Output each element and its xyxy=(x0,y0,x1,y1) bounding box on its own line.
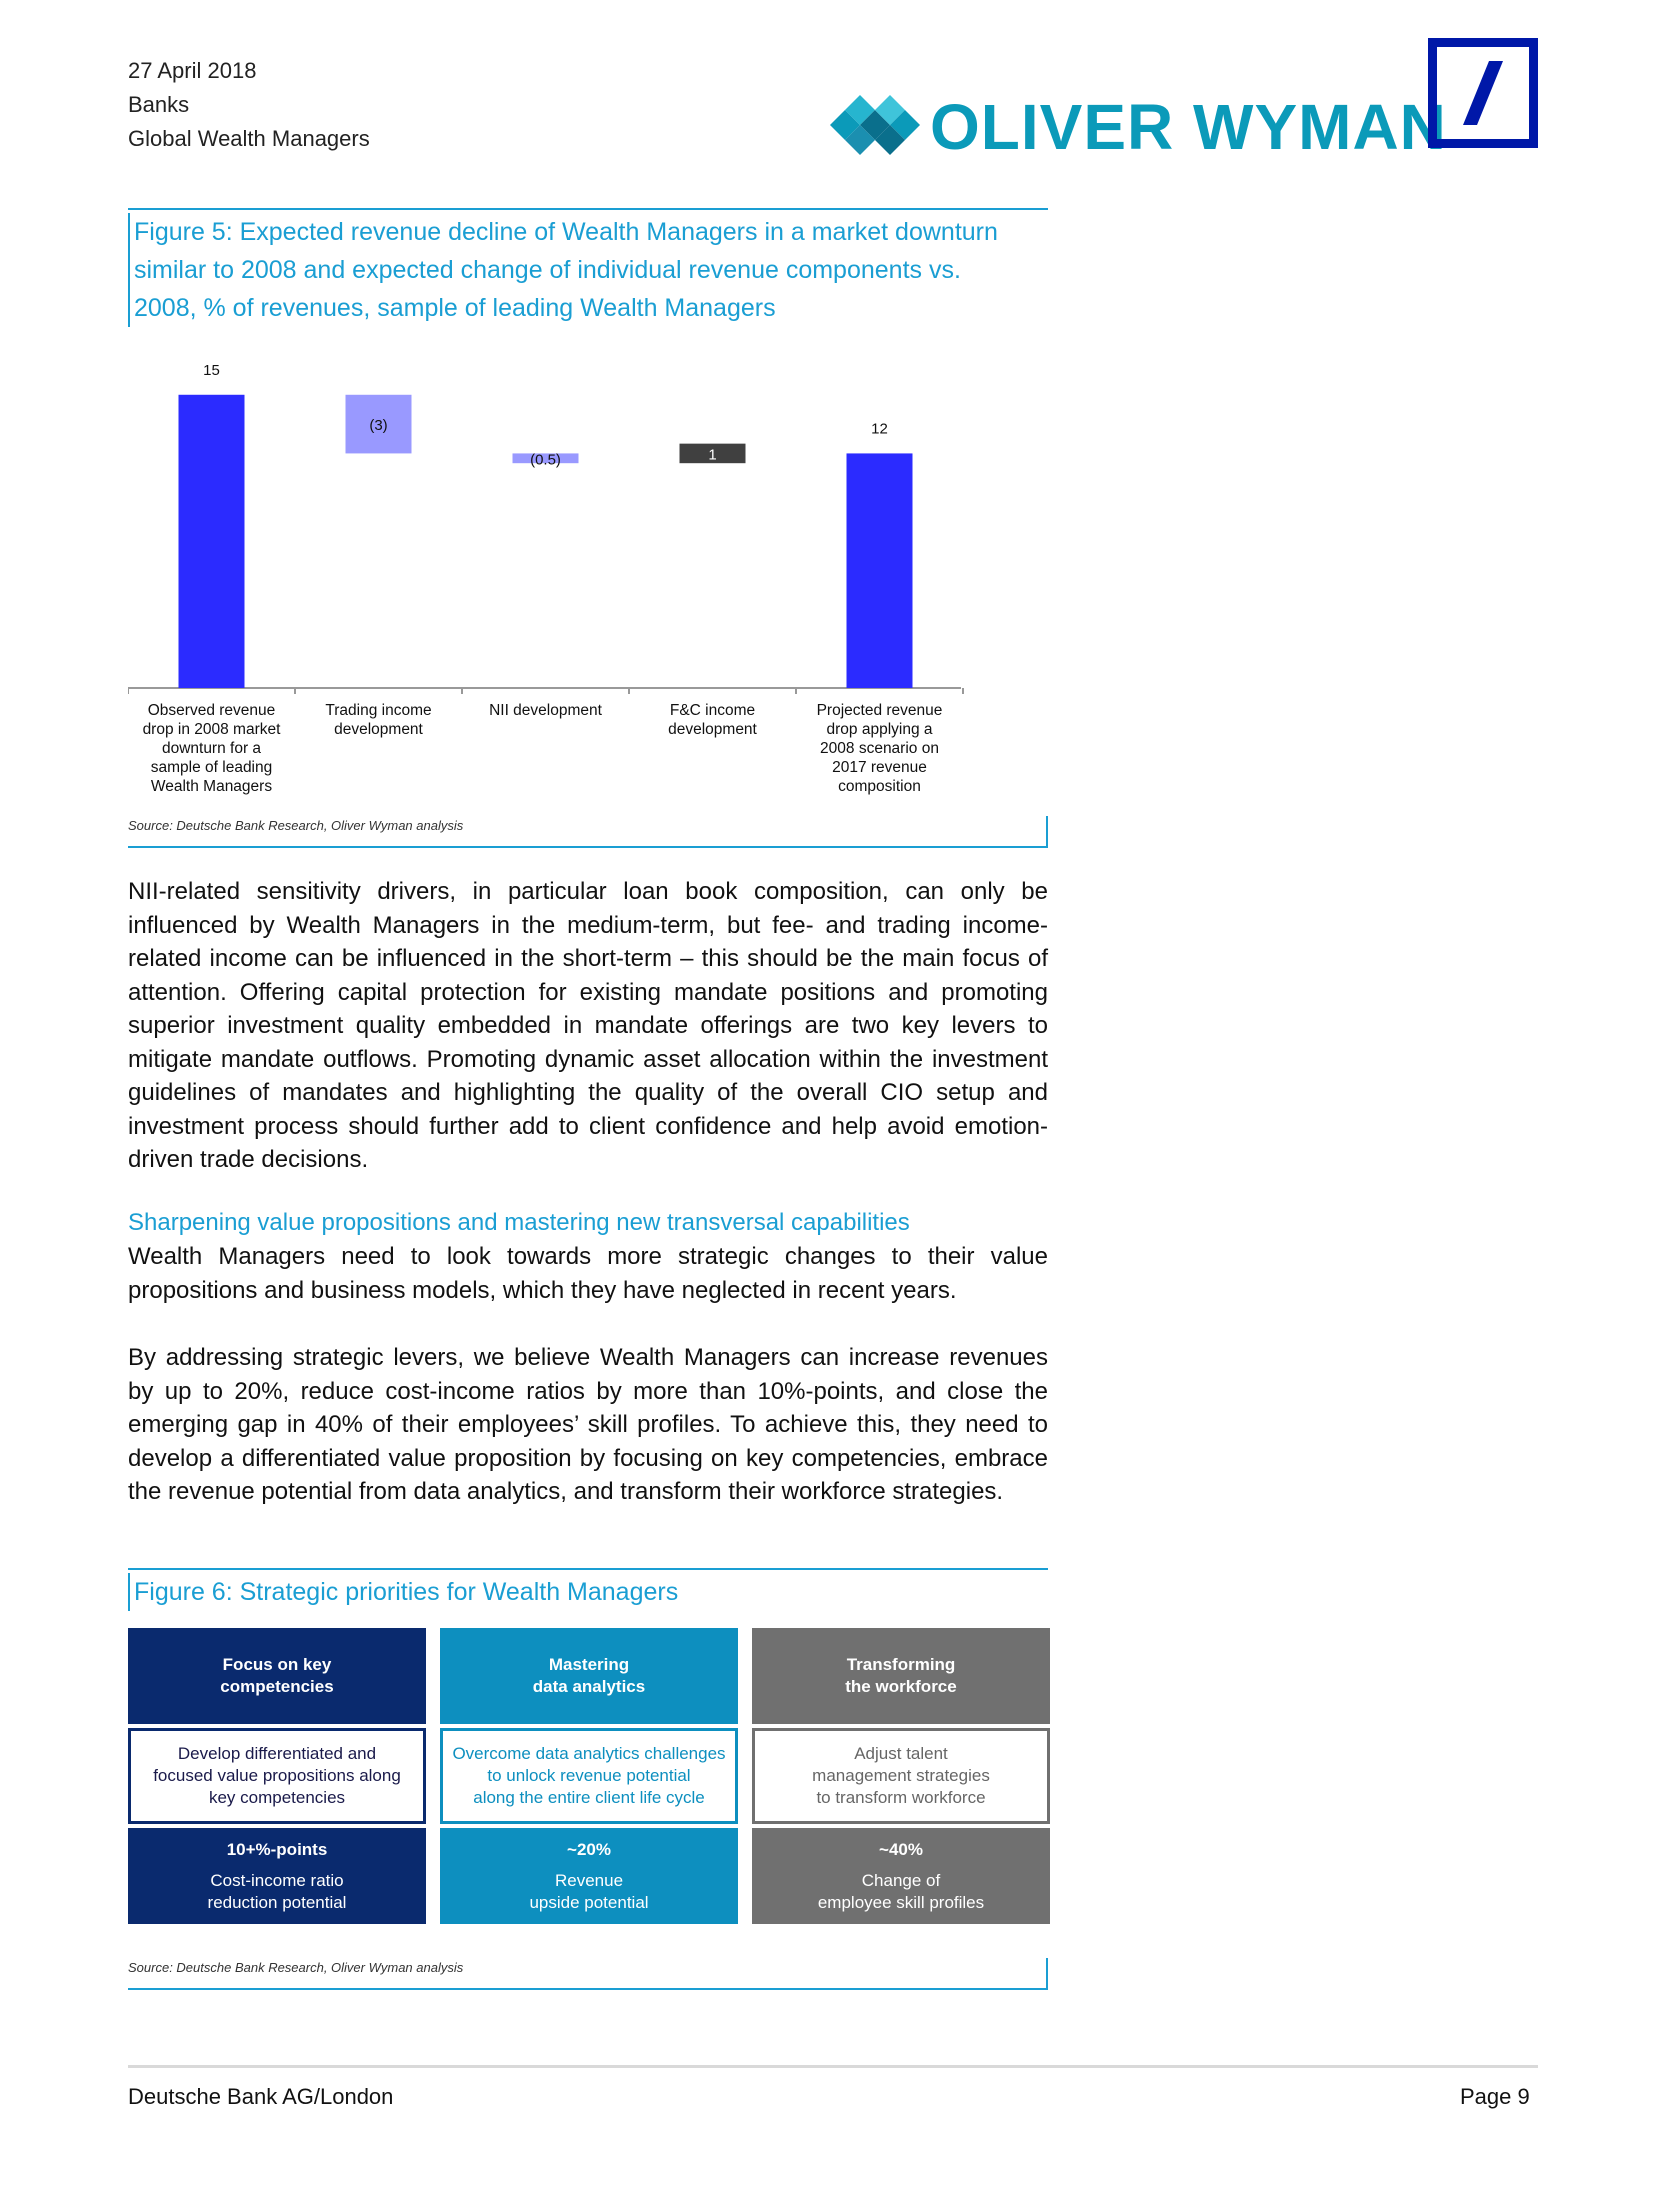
data-label: 12 xyxy=(871,420,888,438)
category-label: F&C income xyxy=(669,702,756,719)
data-label: (0.5) xyxy=(530,451,561,469)
priority-desc-line3: to transform workforce xyxy=(816,1788,986,1807)
priority-header-competencies xyxy=(128,1628,426,1724)
priority-metric-label-line1: Change of xyxy=(861,1870,941,1890)
priority-metric-data-analytics xyxy=(440,1828,738,1924)
data-label: 15 xyxy=(203,361,220,379)
deutsche-bank-logo xyxy=(1428,38,1538,148)
priority-metric-workforce xyxy=(752,1828,1050,1924)
figure5-title xyxy=(128,213,998,327)
category-label: drop in 2008 market xyxy=(142,721,281,738)
priority-header-line2: data analytics xyxy=(532,1677,646,1696)
figure5-top-rule xyxy=(128,208,1048,210)
priority-desc-line2: focused value propositions along xyxy=(153,1766,401,1785)
priority-header-line1: Focus on key xyxy=(222,1655,332,1674)
priority-metric-label-line2: upside potential xyxy=(529,1892,649,1912)
priority-desc-line3: along the entire client life cycle xyxy=(473,1788,705,1807)
footer-publisher: Deutsche Bank AG/London xyxy=(128,2084,394,2109)
oliver-wyman-logo xyxy=(830,91,1447,163)
category-label: drop applying a xyxy=(826,721,933,738)
figure5-title-line2: similar to 2008 and expected change of individual revenue components vs. xyxy=(134,256,961,284)
deutsche-bank-slash-icon xyxy=(1437,47,1529,139)
priority-header-line1: Mastering xyxy=(548,1655,630,1674)
category-label: NII development xyxy=(489,702,602,719)
report-name: Global Wealth Managers xyxy=(128,126,370,151)
category-label: Projected revenue xyxy=(816,702,943,719)
priority-metric-competencies xyxy=(128,1828,426,1924)
category-label: sample of leading xyxy=(150,759,273,776)
waterfall-chart xyxy=(128,345,1028,805)
priority-header-data-analytics xyxy=(440,1628,738,1724)
strategic-priorities-grid xyxy=(128,1628,1050,1928)
category-label: 2008 scenario on xyxy=(820,740,939,757)
priority-desc-line2: management strategies xyxy=(812,1766,990,1785)
paragraph-nii-drivers: NII-related sensitivity drivers, in particular loan book composition, can only be influenced by Wealth Managers in the medium-term, but fee- and trading income-related income can be influenced in the short-term – this should be the main focus of attention. Offering capital protection for existing mandate positions and promoting superior investment quality embedded in mandate offerings are two key levers to mitigate mandate outflows. Promoting dynamic asset allocation within the investment guidelines of mandates and highlighting the quality of the overall CIO setup and investment process should further add to client confidence and help avoid emotion-driven trade decisions. xyxy=(128,878,1048,1173)
figure6-title: Figure 6: Strategic priorities for Wealth Managers xyxy=(128,1573,678,1611)
category-label: 2017 revenue xyxy=(832,759,927,776)
priority-desc-line3: key competencies xyxy=(208,1788,346,1807)
footer-rule xyxy=(128,2065,1538,2068)
figure6-source: Source: Deutsche Bank Research, Oliver Wyman analysis xyxy=(128,1960,464,1975)
figure5-title-line1: Figure 5: Expected revenue decline of Wealth Managers in a market downturn xyxy=(134,218,998,246)
category-label: composition xyxy=(838,778,921,795)
priority-desc-line1: Adjust talent xyxy=(854,1744,948,1763)
priority-header-line2: competencies xyxy=(220,1677,334,1696)
priority-metric-value: ~40% xyxy=(879,1839,923,1859)
page-number: Page 9 xyxy=(1460,2084,1530,2109)
priority-desc-line2: to unlock revenue potential xyxy=(487,1766,691,1785)
figure6-bottom-rule xyxy=(128,1988,1048,1990)
report-sector: Banks xyxy=(128,92,190,117)
priority-metric-label-line1: Cost-income ratio xyxy=(210,1870,344,1890)
section-subheading: Sharpening value propositions and mastering new transversal capabilities xyxy=(128,1209,910,1236)
figure5-source: Source: Deutsche Bank Research, Oliver Wyman analysis xyxy=(128,818,464,833)
priority-header-workforce xyxy=(752,1628,1050,1724)
data-label: (3) xyxy=(369,417,388,435)
priority-metric-value: ~20% xyxy=(567,1839,611,1859)
priority-desc-line1: Develop differentiated and xyxy=(177,1744,377,1763)
priority-metric-label-line1: Revenue xyxy=(554,1870,624,1890)
paragraph-strategic-levers: By addressing strategic levers, we believe Wealth Managers can increase revenues by up to 20%, reduce cost-income ratios by more than 10%-points, and close the emerging gap in 40% of their employees’ skill profiles. To achieve this, they need to develop a differentiated value proposition by focusing on key competencies, embrace the revenue potential from data analytics, and transform their workforce strategies. xyxy=(128,1344,1048,1505)
oliver-wyman-wordmark: OLIVER WYMAN xyxy=(930,91,1447,163)
paragraph-strategic-changes: Wealth Managers need to look towards more strategic changes to their value propositions and business models, which they have neglected in recent years. xyxy=(128,1243,1048,1304)
waterfall-bar xyxy=(179,395,245,688)
oliver-wyman-emblem-icon xyxy=(830,95,920,155)
waterfall-bar xyxy=(847,453,913,688)
report-header xyxy=(128,54,370,156)
category-label: Wealth Managers xyxy=(150,778,273,795)
category-label: development xyxy=(334,721,423,738)
priority-desc-line1: Overcome data analytics challenges xyxy=(452,1744,726,1763)
priority-desc-workforce xyxy=(752,1728,1050,1824)
data-label: 1 xyxy=(708,446,717,464)
figure5-bottom-rule xyxy=(128,846,1048,848)
priority-header-line2: the workforce xyxy=(845,1677,957,1696)
category-label: Observed revenue xyxy=(147,702,276,719)
report-date: 27 April 2018 xyxy=(128,58,257,83)
category-label: development xyxy=(668,721,757,738)
figure6-top-rule xyxy=(128,1568,1048,1570)
category-label: Trading income xyxy=(325,702,432,719)
priority-desc-data-analytics xyxy=(440,1728,738,1824)
priority-metric-label-line2: employee skill profiles xyxy=(817,1892,985,1912)
priority-metric-label-line2: reduction potential xyxy=(207,1892,347,1912)
figure5-title-line3: 2008, % of revenues, sample of leading Wealth Managers xyxy=(134,294,776,322)
priority-metric-value: 10+%-points xyxy=(226,1839,328,1859)
priority-header-line1: Transforming xyxy=(846,1655,956,1674)
category-label: downturn for a xyxy=(161,740,262,757)
priority-desc-competencies xyxy=(128,1728,426,1824)
